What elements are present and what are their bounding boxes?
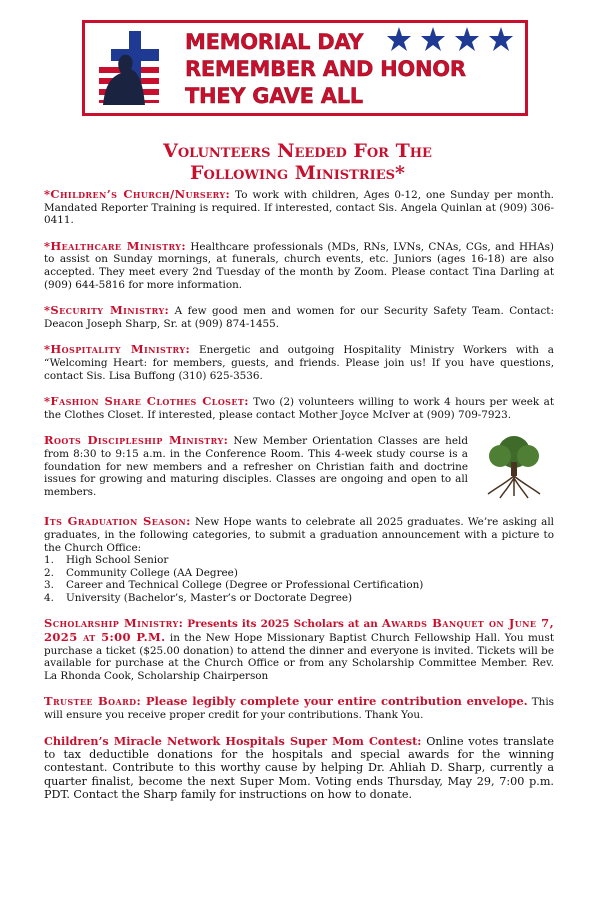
section-text: Presents its 2025 Scholars at an (183, 618, 382, 631)
section-text: New Member Orientation Classes are held from 8:30 to 9:15 a.m. in the Conference Room. This 4-week study course is a foundation for new members and a refresher on Christian faith and doctrine issues for growing and maturing disciples. Classes are ongoing and open to all members. (44, 435, 468, 498)
section-label: *Children’s Church/Nursery: (44, 187, 231, 201)
list-item: 2. Community College (AA Degree) (44, 566, 238, 579)
banner-line-1: MEMORIAL DAY (185, 30, 364, 54)
hospitality-ministry-section (44, 343, 554, 382)
section-text: Two (2) volunteers willing to work 4 hours per week at the Clothes Closet. If interested, please contact Mother Joyce McIver at (909) 709-7923. (44, 396, 554, 421)
section-text: Healthcare professionals (MDs, RNs, LVNs, CNAs, CGs, and HHAs) to assist on Sunday mornings, at funerals, church events, etc. Juniors (ages 16-18) are also accepted. They meet every 2nd Tuesday of the month by Zoom. Please contact Tina Darling at (909) 644-5816 for more information. (44, 240, 554, 291)
banner-line-2: REMEMBER AND HONOR (185, 57, 466, 81)
trustee-board-section (44, 695, 554, 721)
childrens-church-section (44, 188, 554, 227)
graduation-categories-list (44, 554, 554, 604)
healthcare-ministry-section (44, 240, 554, 291)
banner-text (185, 29, 466, 110)
ministries-list (44, 188, 554, 815)
page-title-line-1: Volunteers Needed For The (163, 140, 432, 162)
memorial-day-banner (82, 20, 528, 116)
list-item: 4. University (Bachelor’s, Master’s or Doctorate Degree) (44, 591, 353, 604)
section-label: *Healthcare Ministry: (44, 238, 187, 253)
graduation-section (44, 515, 554, 604)
section-text: Energetic and outgoing Hospitality Ministry Workers with a “Welcoming Heart: for members, guests, and friends. Please join us! If you have questions, contact Sis. Lisa Buffong (310) 625-3536. (44, 344, 554, 382)
section-text: New Hope wants to celebrate all 2025 graduates. We’re asking all graduates, in the following categories, to submit a graduation announcement with a picture to the Church Office: (44, 516, 554, 554)
section-label: Trustee Board: (44, 694, 142, 709)
list-item: 3. Career and Technical College (Degree or Professional Certification) (44, 579, 424, 592)
section-text: This will ensure you receive proper credit for your contributions. Thank You. (44, 696, 554, 722)
page-title (0, 140, 595, 184)
section-label: *Fashion Share Clothes Closet: (44, 394, 249, 409)
awards-banquet-text: Awards Banquet on June 7, 2025 at 5:00 P.M. (44, 616, 554, 645)
fashion-share-section (44, 395, 554, 421)
page-title-line-2: Following Ministries* (190, 162, 405, 184)
scholarship-section (44, 617, 554, 682)
section-label: Its Graduation Season: (44, 514, 191, 529)
list-item: 1. High School Senior (44, 554, 169, 567)
section-text: To work with children, Ages 0-12, one Sunday per month. Mandated Reporter Training is required. If interested, contact Sis. Angela Quinlan at (909) 306-0411. (44, 189, 554, 227)
section-text: A few good men and women for our Security Safety Team. Contact: Deacon Joseph Sharp, Sr. at (909) 874-1455. (44, 305, 554, 330)
trustee-emphasis: Please legibly complete your entire contribution envelope. (141, 694, 528, 709)
section-label: *Hospitality Ministry: (44, 342, 191, 357)
roots-discipleship-section (44, 434, 554, 502)
section-label: Children’s Miracle Network Hospitals Super Mom Contest: (44, 733, 422, 748)
tree-roots-icon (474, 434, 554, 502)
cmn-super-mom-section (44, 735, 554, 802)
soldier-cross-flag-icon (93, 27, 177, 111)
section-label: Roots Discipleship Ministry: (44, 433, 229, 448)
section-text: in the New Hope Missionary Baptist Church Fellowship Hall. You must purchase a ticket ($25.00 donation) to attend the dinner and everyone is invited. Tickets will be available for purchase at the Church Office or from any Scholarship Committee Member. Rev. La Rhonda Cook, Scholarship Chairperson (44, 632, 554, 682)
section-label: Scholarship Ministry: (44, 616, 184, 631)
security-ministry-section (44, 304, 554, 330)
section-text: Online votes translate to tax deductible donations for the hospitals and special awards for the winning contestant. Contribute to this worthy cause by helping Dr. Ahliah D. Sharp, currently a quarter finalist, become the next Super Mom. Voting ends Thursday, May 29, 7:00 p.m. PDT. Contact the Sharp family for instructions on how to donate. (44, 734, 554, 802)
section-label: *Security Ministry: (44, 303, 170, 318)
banner-line-3: THEY GAVE ALL (185, 84, 363, 108)
